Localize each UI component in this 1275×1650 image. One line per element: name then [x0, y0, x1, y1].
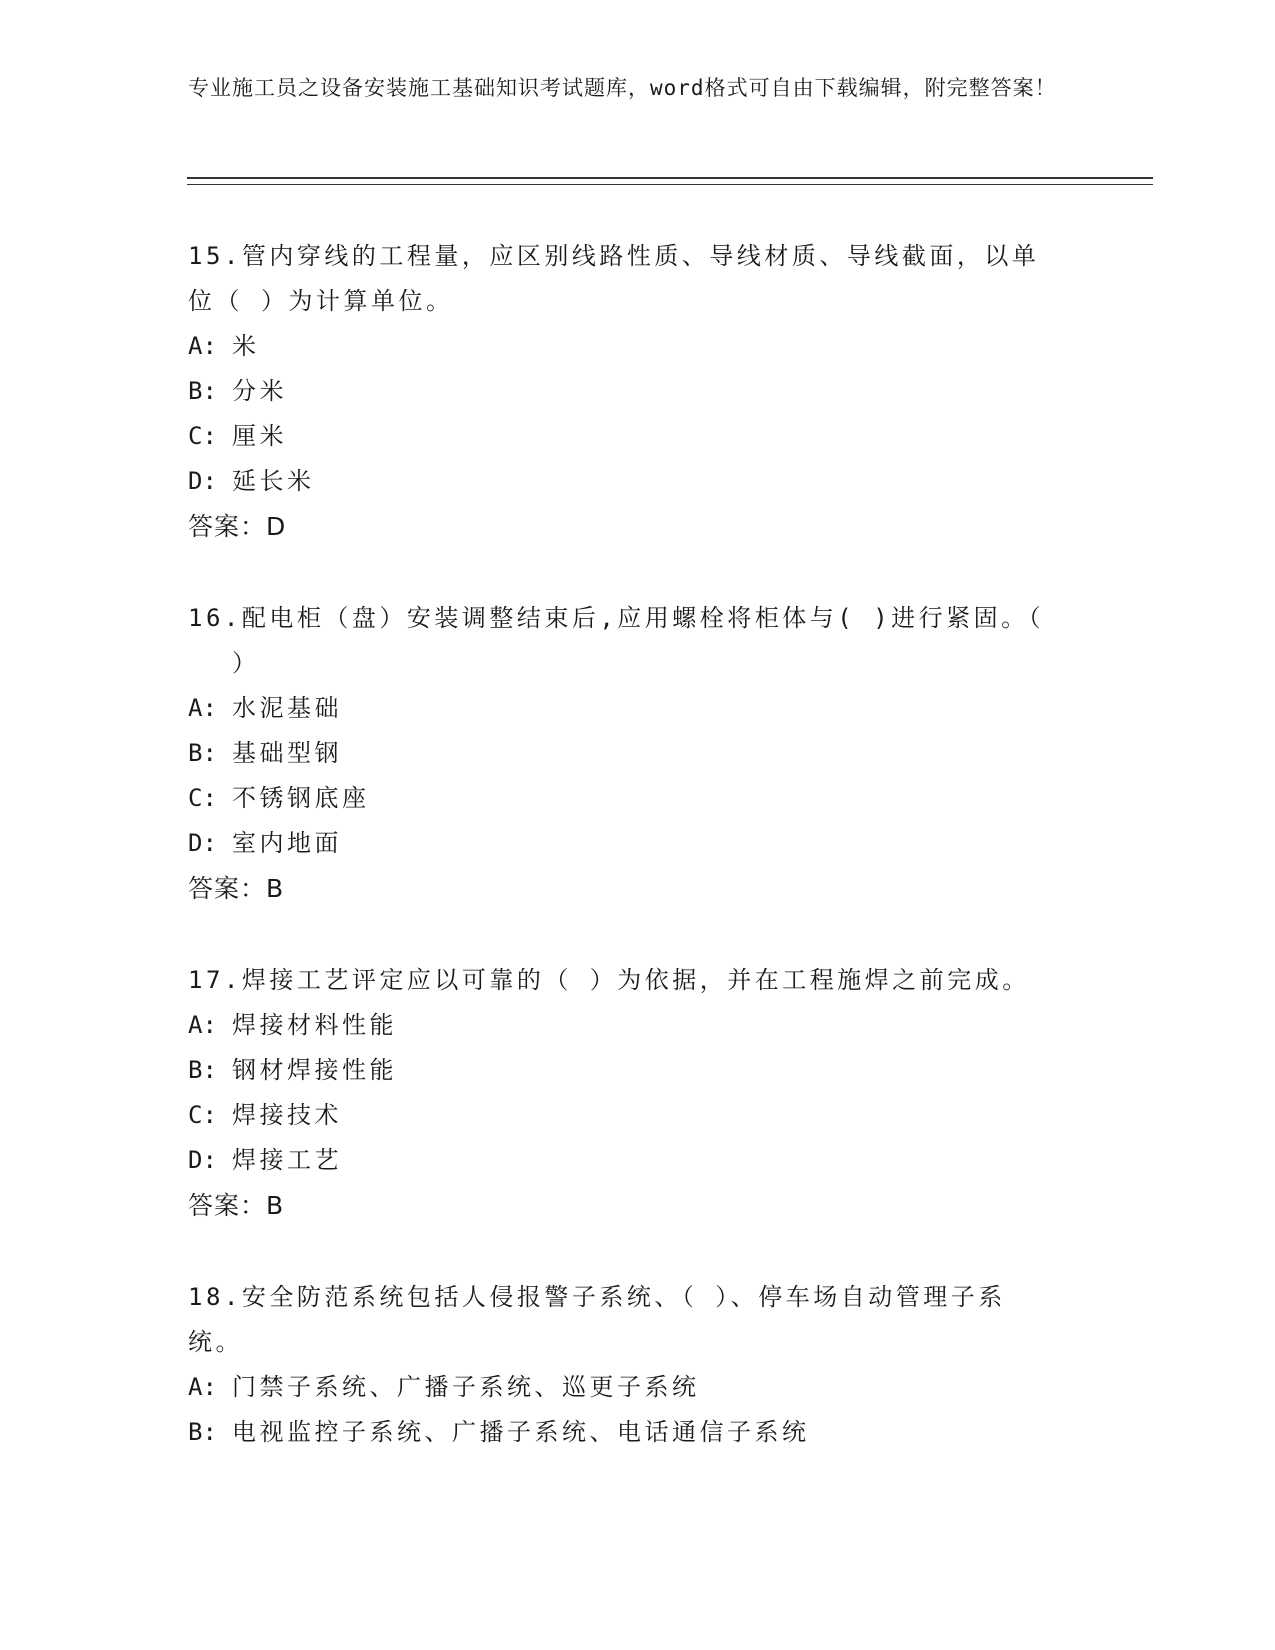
option-d — [188, 459, 1088, 504]
option-text: 不锈钢底座 — [232, 784, 370, 812]
option-letter: D: — [188, 1146, 217, 1174]
question-15 — [188, 234, 1088, 550]
option-d — [188, 821, 1088, 866]
option-letter: D: — [188, 829, 217, 857]
option-text: 门禁子系统、广播子系统、巡更子系统 — [232, 1373, 700, 1401]
option-b — [188, 731, 1088, 776]
question-stem-line: 15.管内穿线的工程量，应区别线路性质、导线材质、导线截面，以单 — [188, 242, 1040, 270]
option-text: 延长米 — [232, 467, 315, 495]
option-c — [188, 414, 1088, 459]
question-16 — [188, 596, 1088, 912]
option-letter: B: — [188, 739, 217, 767]
option-text: 米 — [232, 332, 260, 360]
option-text: 电视监控子系统、广播子系统、电话通信子系统 — [232, 1418, 810, 1446]
question-stem — [188, 596, 1068, 686]
option-text: 水泥基础 — [232, 694, 342, 722]
question-stem-line: 18.安全防范系统包括人侵报警子系统、（ ）、停车场自动管理子系 — [188, 1283, 1006, 1311]
option-b — [188, 369, 1088, 414]
option-text: 焊接材料性能 — [232, 1011, 397, 1039]
option-letter: A: — [188, 1373, 217, 1401]
option-letter: C: — [188, 422, 217, 450]
option-d — [188, 1138, 1088, 1183]
question-stem-line: 16.配电柜（盘）安装调整结束后,应用螺栓将柜体与( )进行紧固。（ — [188, 604, 1045, 632]
question-stem-line: 统。 — [188, 1328, 243, 1356]
option-a — [188, 1003, 1088, 1048]
question-stem — [188, 1275, 1068, 1365]
option-letter: C: — [188, 1101, 217, 1129]
option-text: 焊接技术 — [232, 1101, 342, 1129]
option-letter: B: — [188, 1418, 217, 1446]
option-a — [188, 686, 1088, 731]
answer-line: 答案：B — [188, 1191, 285, 1220]
header-divider — [187, 177, 1153, 185]
option-letter: A: — [188, 332, 217, 360]
option-c — [188, 776, 1088, 821]
option-a — [188, 1365, 1088, 1410]
question-17 — [188, 958, 1088, 1229]
option-letter: D: — [188, 467, 217, 495]
option-text: 厘米 — [232, 422, 287, 450]
option-b — [188, 1048, 1088, 1093]
answer-line: 答案：B — [188, 874, 285, 903]
option-letter: C: — [188, 784, 217, 812]
question-18 — [188, 1275, 1088, 1455]
answer-line: 答案：D — [188, 512, 287, 541]
option-c — [188, 1093, 1088, 1138]
question-stem-line: 17.焊接工艺评定应以可靠的（ ）为依据，并在工程施焊之前完成。 — [188, 966, 1030, 994]
option-text: 钢材焊接性能 — [232, 1056, 397, 1084]
question-stem-line: ） — [232, 649, 260, 677]
option-letter: B: — [188, 377, 217, 405]
question-list — [188, 234, 1088, 1501]
option-b — [188, 1410, 1088, 1455]
question-stem-line: 位（ ）为计算单位。 — [188, 287, 454, 315]
option-letter: A: — [188, 694, 217, 722]
document-header: 专业施工员之设备安装施工基础知识考试题库，word格式可自由下载编辑，附完整答案！ — [188, 76, 1057, 100]
option-text: 分米 — [232, 377, 287, 405]
option-text: 室内地面 — [232, 829, 342, 857]
option-text: 焊接工艺 — [232, 1146, 342, 1174]
option-letter: B: — [188, 1056, 217, 1084]
option-text: 基础型钢 — [232, 739, 342, 767]
option-a — [188, 324, 1088, 369]
option-letter: A: — [188, 1011, 217, 1039]
question-stem — [188, 234, 1068, 324]
question-stem — [188, 958, 1068, 1003]
